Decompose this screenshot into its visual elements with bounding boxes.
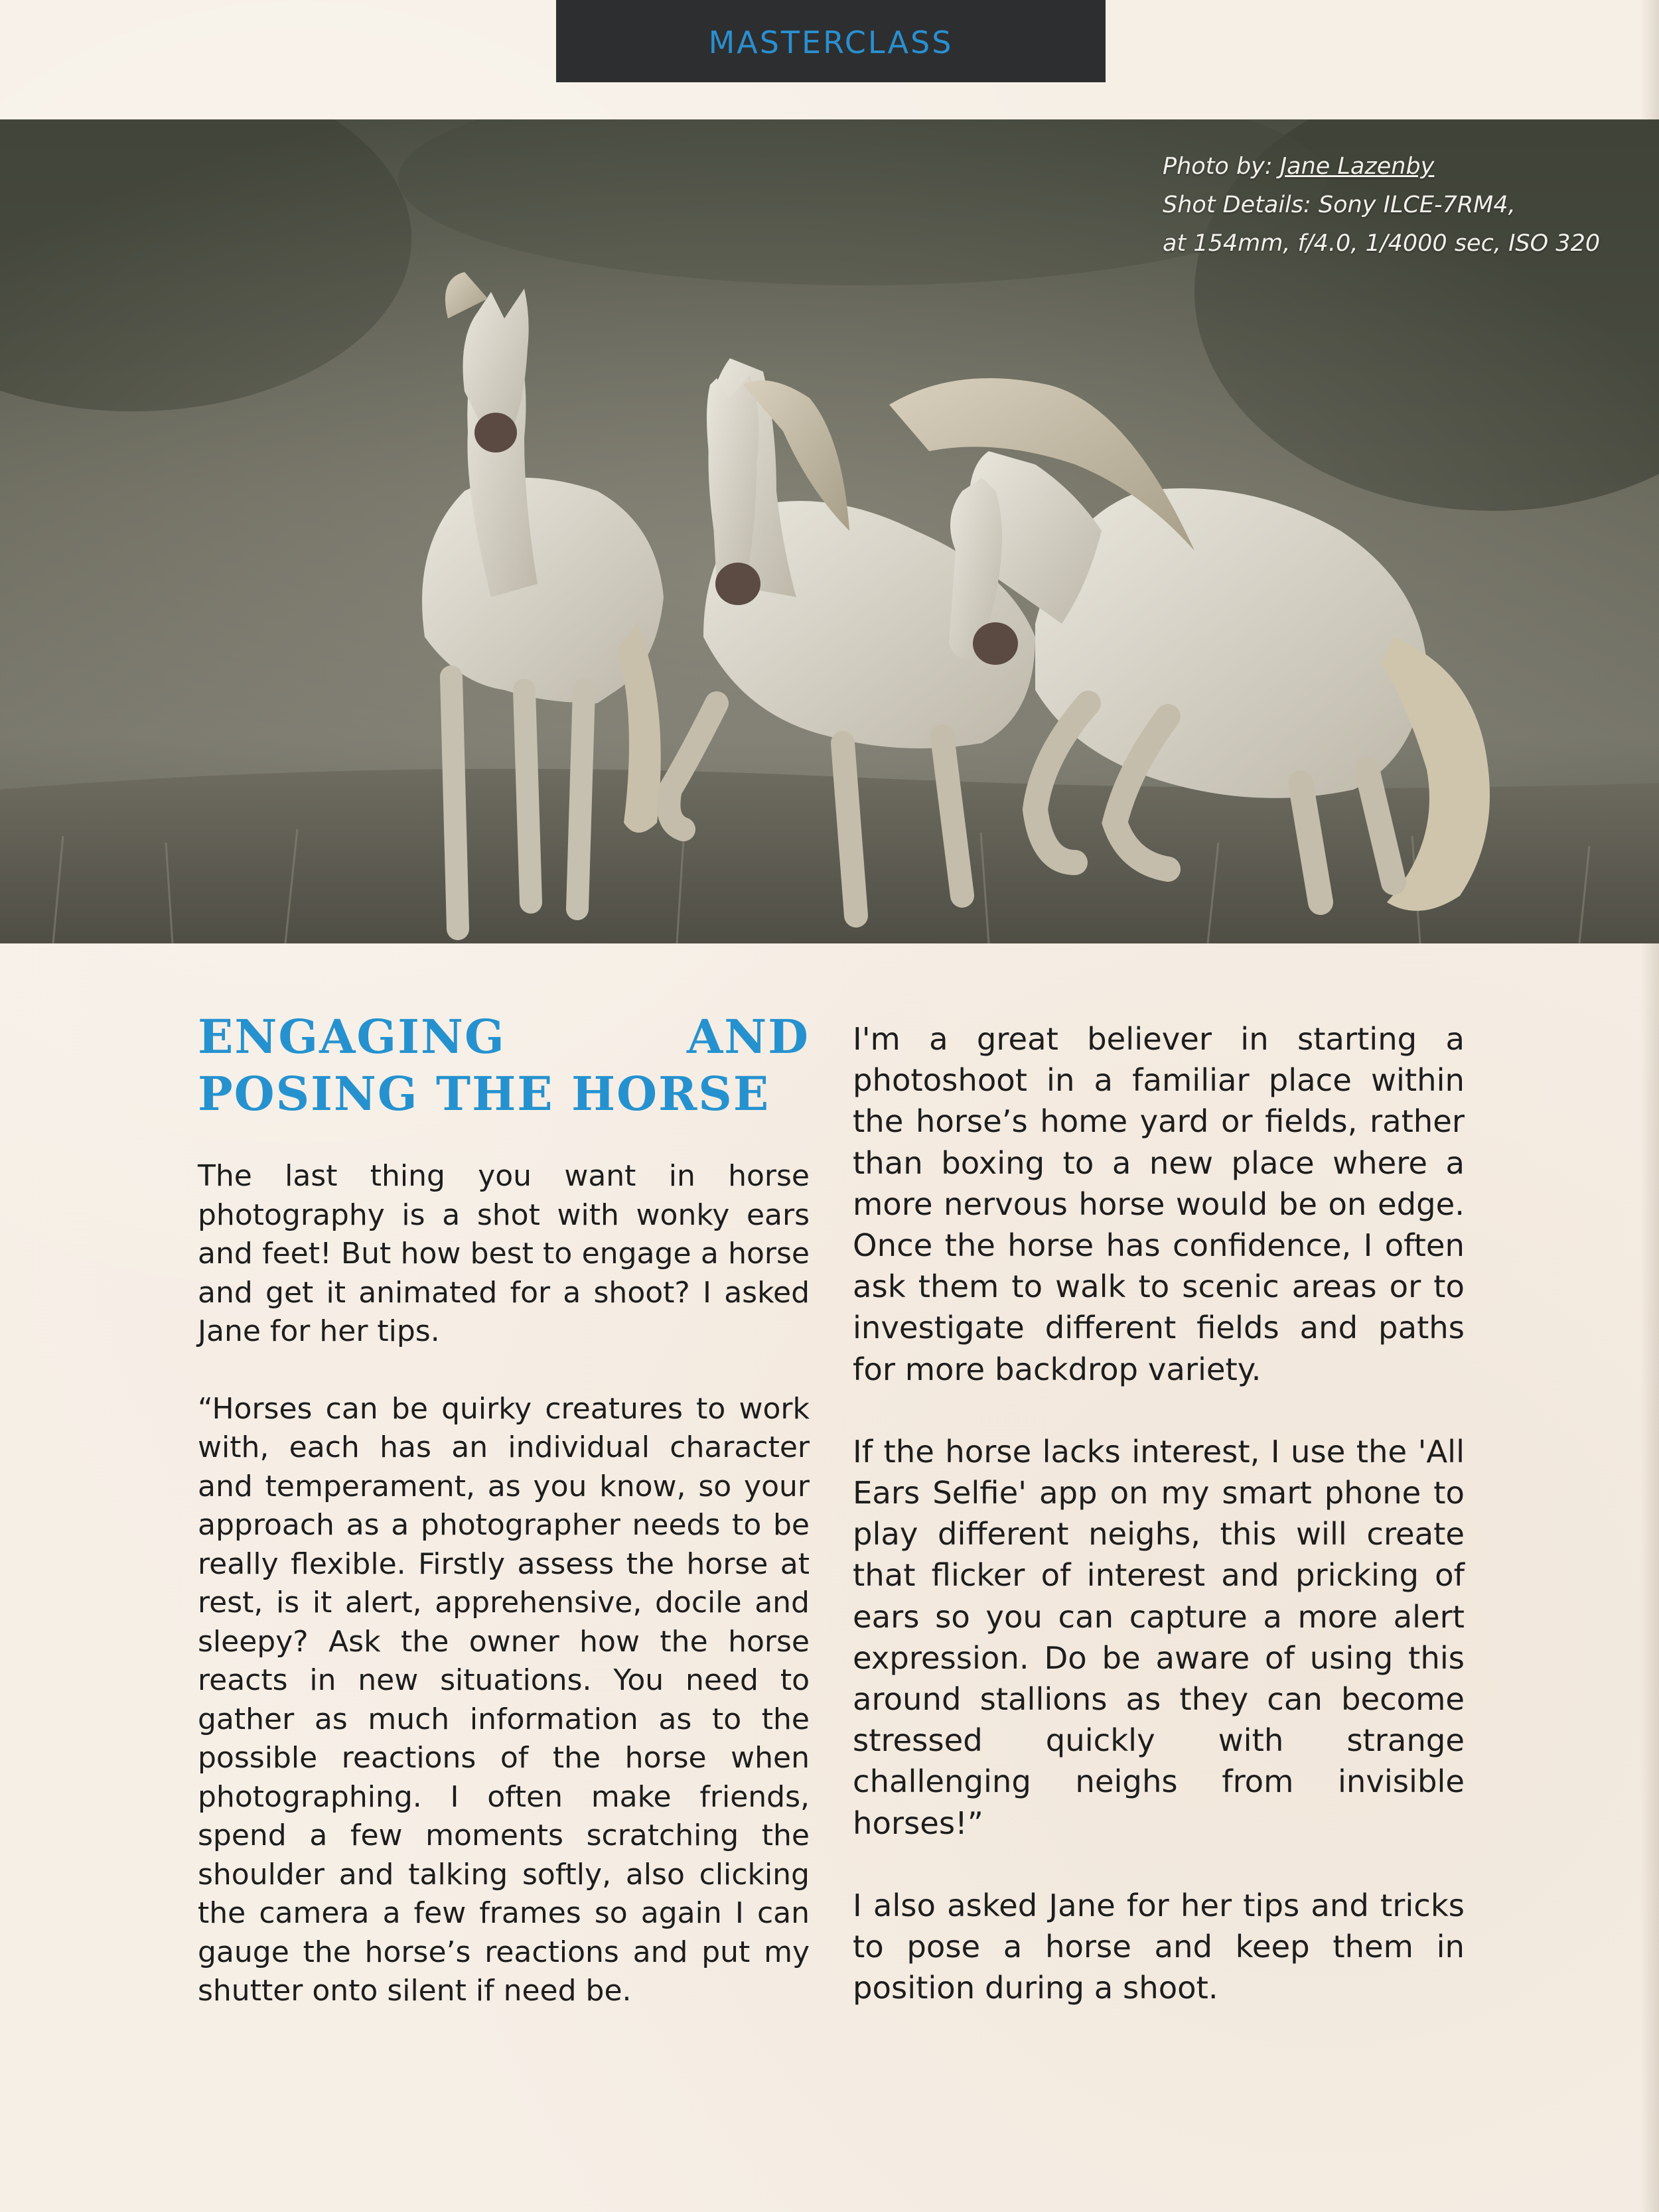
article-paragraph: I also asked Jane for her tips and tricks to pose a horse and keep them in position during a shoot. — [853, 1887, 1465, 2006]
article-paragraph: “Horses can be quirky creatures to work with, each has an individual character and temperament, as you know, so your approach as a photographer needs to be really flexible. Firstly assess the horse at rest, is it alert, apprehensive, docile and sleepy? Ask the owner how the horse reacts in new situations. You need to gather as much information as to the possible reactions of the horse when photographing. I often make friends, spend a few moments scratching the shoulder and talking softly, also clicking the camera a few frames so again I can gauge the horse’s reactions and put my shutter onto silent if need be. — [198, 1391, 810, 2008]
article-left-column — [198, 1008, 810, 2011]
section-tab-label: MASTERCLASS — [708, 25, 954, 60]
shot-details-line-1: Shot Details: Sony ILCE-7RM4, — [1163, 192, 1516, 218]
photo-credit — [1163, 147, 1600, 263]
article-title: ENGAGING AND POSING THE HORSE — [198, 1009, 810, 1121]
photographer-link[interactable]: Jane Lazenby — [1279, 153, 1435, 180]
section-tab — [556, 0, 1106, 82]
article-paragraph: The last thing you want in horse photography is a shot with wonky ears and feet! But how best to engage a horse and get it animated for a shoot? I asked Jane for her tips. — [198, 1159, 810, 1348]
shot-details-line-2: at 154mm, f/4.0, 1/4000 sec, ISO 320 — [1163, 230, 1601, 257]
photo-credit-line — [1163, 147, 1600, 186]
article-paragraph: I'm a great believer in starting a photoshoot in a familiar place within the horse’s home yard or fields, rather than boxing to a new place where a more nervous horse would be on edge. Once the horse has confidence, I often ask them to walk to scenic areas or to investigate different fields and paths for more backdrop variety. — [853, 1021, 1465, 1387]
photo-credit-prefix: Photo by: — [1163, 153, 1280, 180]
article-paragraph: If the horse lacks interest, I use the 'All Ears Selfie' app on my smart phone to play different neighs, this will create that flicker of interest and pricking of ears so you can capture a more alert expression. Do be aware of using this around stallions as they can become stressed quickly with strange challenging neighs from invisible horses!” — [853, 1433, 1465, 1841]
article-right-column — [853, 1018, 1465, 2008]
